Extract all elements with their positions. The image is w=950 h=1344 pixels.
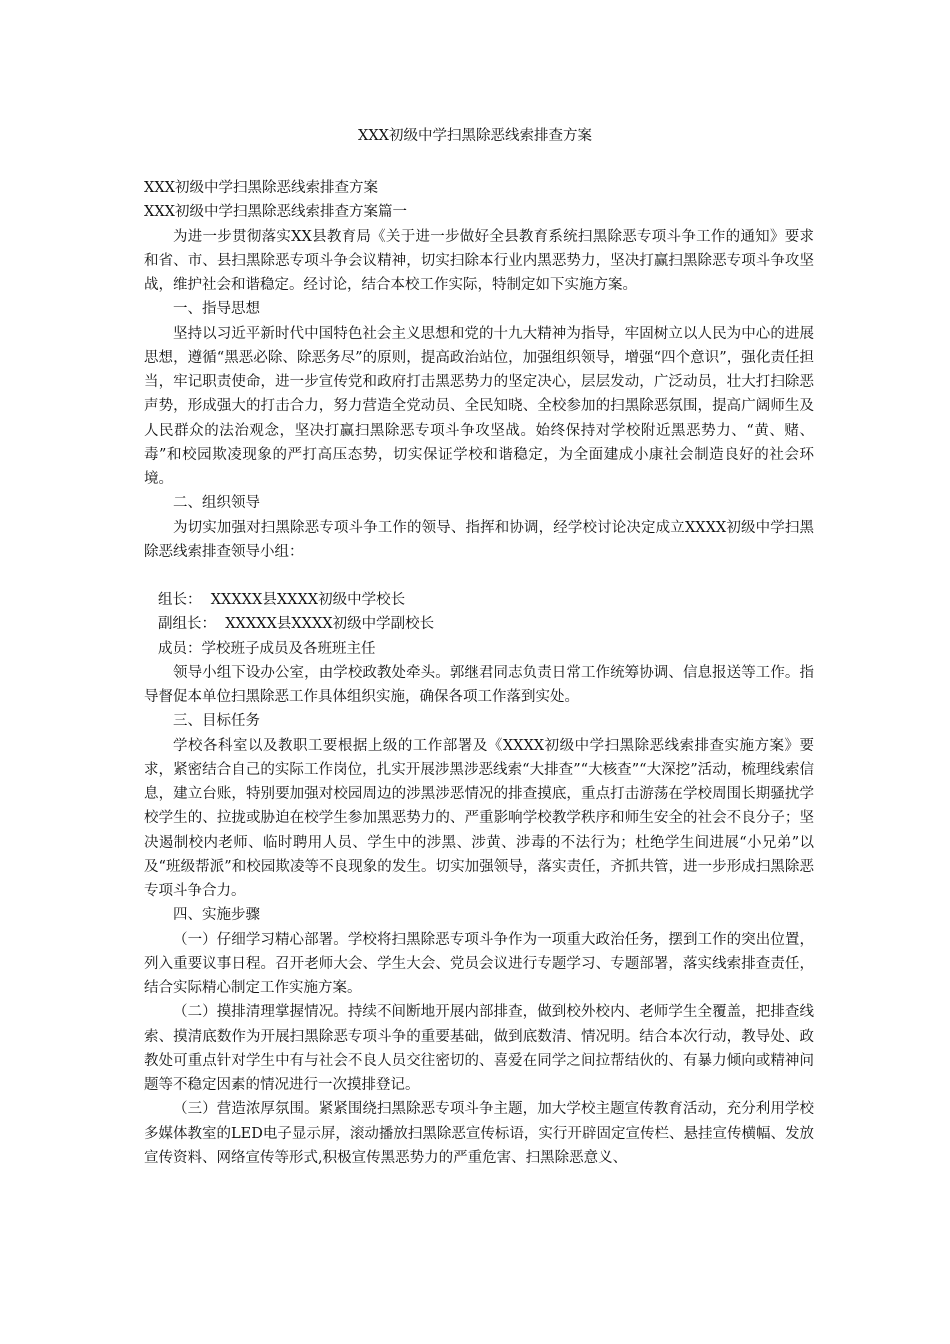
document-subtitle-part-one: XXX初级中学扫黑除恶线索排查方案篇一 (144, 204, 407, 221)
vice-leader-line: 副组长： XXXXX县XXXX初级中学副校长 (158, 616, 435, 633)
members-line: 成员：学校班子成员及各班班主任 (158, 640, 376, 657)
guiding-thought-paragraph: 坚持以习近平新时代中国特色社会主义思想和党的十九大精神为指导，牢固树立以人民为中心的进展思想，遵循“黑恶必除、除恶务尽”的原则，提高政治站位，加强组织领导，增强“四个意识”，强化责任担当，牢记职责使命，进一步宣传党和政府打击黑恶势力的坚定决心，层层发动，广泛动员，壮大打扫除恶声势，形成强大的打击合力，努力营造全党动员、全民知晓、全校参加的扫黑除恶氛围，提高广阔师生及人民群众的法治观念，坚决打赢扫黑除恶专项斗争攻坚战。始终保持对学校附近黑恶势力、“黄、赌、毒”和校园欺凌现象的严打高压态势，切实保证学校和谐稳定，为全面建成小康社会制造良好的社会环境。 (144, 325, 814, 487)
intro-paragraph: 为进一步贯彻落实XX县教育局《关于进一步做好全县教育系统扫黑除恶专项斗争工作的通知》要求和省、市、县扫黑除恶专项斗争会议精神，切实扫除本行业内黑恶势力，坚决打赢扫黑除恶专项斗争攻坚战，维护社会和谐稳定。经讨论，结合本校工作实际，特制定如下实施方案。 (144, 228, 814, 293)
blank-line (144, 564, 814, 588)
document-title: XXX初级中学扫黑除恶线索排查方案 (358, 128, 592, 144)
section-heading-steps: 四、实施步骤 (173, 907, 260, 924)
document-subtitle: XXX初级中学扫黑除恶线索排查方案 (144, 180, 378, 196)
step-three-paragraph: （三）营造浓厚氛围。紧紧围绕扫黑除恶专项斗争主题，加大学校主题宣传教育活动，充分利用学校多媒体教室的LED电子显示屏，滚动播放扫黑除恶宣传标语，实行开辟固定宣传栏、悬挂宣传横幅、发放宣传资料、网络宣传等形式,积极宣传黑恶势力的严重危害、扫黑除恶意义、 (144, 1101, 814, 1166)
organization-paragraph: 为切实加强对扫黑除恶专项斗争工作的领导、指挥和协调，经学校讨论决定成立XXXX初级中学扫黑除恶线索排查领导小组： (144, 519, 814, 560)
document-body (144, 176, 814, 1170)
targets-paragraph: 学校各科室以及教职工要根据上级的工作部署及《XXXX初级中学扫黑除恶线索排查实施方案》要求，紧密结合自己的实际工作岗位，扎实开展涉黑涉恶线索“大排查”“大核查”“大深挖”活动，梳理线索信息，建立台账，特别要加强对校园周边的涉黑涉恶情况的排查摸底，重点打击游荡在学校周围长期骚扰学校学生的、拉拢或胁迫在校学生参加黑恶势力的、严重影响学校教学秩序和师生安全的社会不良分子；坚决遏制校内老师、临时聘用人员、学生中的涉黑、涉黄、涉毒的不法行为；杜绝学生间进展“小兄弟”以及“班级帮派”和校园欺凌等不良现象的发生。切实加强领导，落实责任，齐抓共管，进一步形成扫黑除恶专项斗争合力。 (144, 737, 814, 899)
step-two-paragraph: （二）摸排清理掌握情况。持续不间断地开展内部排查，做到校外校内、老师学生全覆盖，把排查线索、摸清底数作为开展扫黑除恶专项斗争的重要基础，做到底数清、情况明。结合本次行动，教导处、政教处可重点针对学生中有与社会不良人员交往密切的、喜爱在同学之间拉帮结伙的、有暴力倾向或精神问题等不稳定因素的情况进行一次摸排登记。 (144, 1004, 814, 1093)
office-paragraph: 领导小组下设办公室，由学校政教处牵头。郭继君同志负责日常工作统筹协调、信息报送等工作。指导督促本单位扫黑除恶工作具体组织实施，确保各项工作落到实处。 (144, 664, 814, 705)
section-heading-guiding-thought: 一、指导思想 (173, 301, 260, 318)
section-heading-targets: 三、目标任务 (173, 713, 260, 730)
section-heading-organization: 二、组织领导 (173, 495, 260, 512)
group-leader-line: 组长： XXXXX县XXXX初级中学校长 (158, 592, 406, 608)
step-one-paragraph: （一）仔细学习精心部署。学校将扫黑除恶专项斗争作为一项重大政治任务，摆到工作的突出位置，列入重要议事日程。召开老师大会、学生大会、党员会议进行专题学习、专题部署，落实线索排查责任，结合实际精心制定工作实施方案。 (144, 931, 814, 996)
